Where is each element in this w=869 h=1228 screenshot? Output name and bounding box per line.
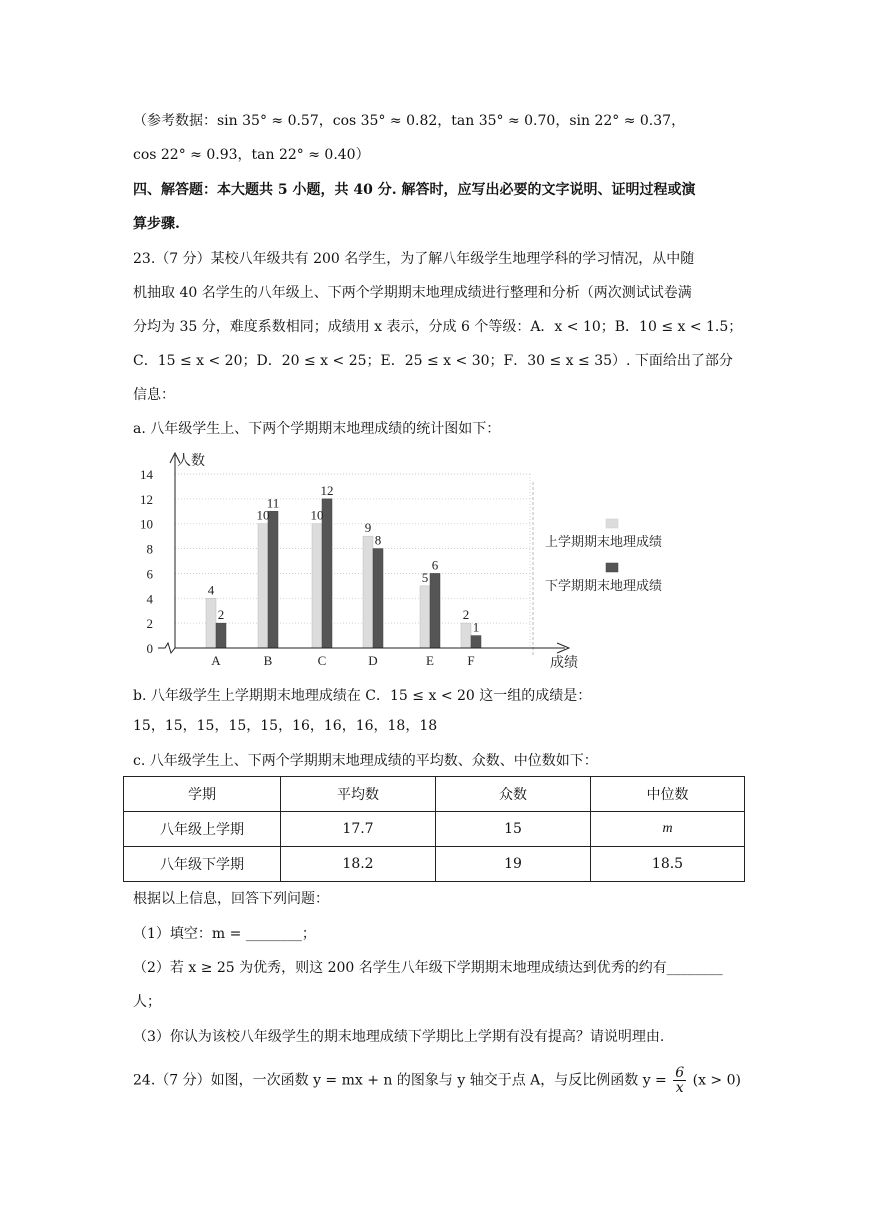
table-cell: 17.7 — [281, 812, 436, 847]
table-cell: 18.2 — [281, 847, 436, 882]
x-category-label: D — [368, 653, 378, 668]
bar-value-label: 5 — [421, 569, 429, 585]
bar — [363, 536, 373, 648]
bar — [461, 623, 471, 648]
q24-fraction-denominator: x — [675, 1080, 684, 1096]
bar — [216, 623, 226, 648]
q23-intro-line-5: 信息： — [133, 387, 175, 403]
bar-value-label: 9 — [364, 520, 372, 536]
x-axis-title: 成绩 — [550, 656, 578, 671]
table-cell: 八年级上学期 — [124, 812, 281, 847]
q23-intro-line-4: C．15 ≤ x < 20；D．20 ≤ x < 25；E．25 ≤ x < 30；F．30 ≤ x ≤ 35）. 下面给出了部分 — [133, 353, 733, 369]
q23-sub-3: （3）你认为该校八年级学生的期末地理成绩下学期比上学期有没有提高？请说明理由. — [133, 1029, 665, 1045]
bar-value-label: 1 — [472, 619, 480, 635]
q23-part-b: b. 八年级学生上学期期末地理成绩在 C．15 ≤ x < 20 这一组的成绩是： — [133, 688, 592, 704]
bar-value-label: 6 — [431, 557, 439, 573]
y-tick-label: 10 — [140, 516, 153, 532]
bar — [206, 598, 216, 648]
x-category-label: F — [467, 653, 475, 668]
q23-sub-2-line-1: （2）若 x ≥ 25 为优秀，则这 200 名学生八年级下学期期末地理成绩达到优秀的约有________ — [133, 960, 723, 976]
bar-value-label: 10 — [256, 507, 270, 523]
x-category-label: C — [317, 653, 327, 668]
q24-line — [133, 1066, 741, 1095]
y-tick-label: 6 — [146, 566, 153, 582]
y-tick-label: 4 — [146, 591, 153, 607]
reference-data-line-1: （参考数据：sin 35° ≈ 0.57，cos 35° ≈ 0.82，tan 35° ≈ 0.70，sin 22° ≈ 0.37， — [133, 113, 686, 129]
reference-data-line-2: cos 22° ≈ 0.93，tan 22° ≈ 0.40） — [133, 147, 370, 163]
q24-condition: (x > 0) — [692, 1072, 741, 1089]
bar — [373, 549, 383, 648]
q23-sub-2-line-2: 人； — [133, 994, 161, 1010]
table-row — [124, 812, 745, 847]
y-tick-label: 14 — [140, 467, 153, 482]
y-tick-label: 2 — [146, 616, 153, 632]
q24-fraction-numerator: 6 — [675, 1065, 685, 1081]
x-category-label: E — [426, 653, 434, 668]
q23-intro-line-3: 分均为 35 分，难度系数相同；成绩用 x 表示，分成 6 个等级：A．x < 10；B．10 ≤ x < 1.5； — [133, 319, 743, 335]
section-header-line-2: 算步骤. — [133, 216, 180, 232]
q23-part-a: a. 八年级学生上、下两个学期期末地理成绩的统计图如下： — [133, 421, 501, 437]
bar-value-label: 12 — [320, 482, 334, 498]
bar — [322, 499, 332, 648]
statistics-table — [123, 776, 745, 882]
table-header-cell: 众数 — [436, 777, 591, 812]
section-header-line-1: 四、解答题：本大题共 5 小题，共 40 分. 解答时，应写出必要的文字说明、证明过程或演 — [133, 182, 696, 198]
bar — [268, 511, 278, 648]
table-cell: 八年级下学期 — [124, 847, 281, 882]
q23-intro-line-1: 23.（7 分）某校八年级共有 200 名学生，为了解八年级学生地理学科的学习情况，从中随 — [133, 251, 695, 267]
y-axis-title: 人数 — [177, 454, 205, 469]
table-row — [124, 847, 745, 882]
bar — [420, 586, 430, 648]
q23-sub-1: （1）填空：m = ________； — [133, 926, 316, 942]
q24-text: 24.（7 分）如图，一次函数 y = mx + n 的图象与 y 轴交于点 A，与反比例函数 y = — [133, 1072, 667, 1089]
bar-value-label: 11 — [266, 495, 280, 511]
y-tick-label: 8 — [146, 541, 153, 557]
table-header-cell: 中位数 — [591, 777, 745, 812]
table-header-row — [124, 777, 745, 812]
y-tick-label: 0 — [146, 641, 153, 656]
q24-fraction — [673, 1066, 686, 1095]
bar-value-label: 2 — [217, 607, 225, 623]
bar — [430, 573, 440, 648]
table-cell: 15 — [436, 812, 591, 847]
bar — [471, 636, 481, 648]
x-category-label: B — [263, 653, 273, 668]
chart-labels — [140, 452, 578, 671]
q23-ask: 根据以上信息，回答下列问题： — [133, 891, 329, 907]
q23-part-c: c. 八年级学生上、下两个学期期末地理成绩的平均数、众数、中位数如下： — [133, 753, 598, 769]
legend-swatch — [606, 563, 618, 572]
bar — [312, 524, 322, 648]
bar — [258, 524, 268, 648]
legend-swatch — [606, 519, 618, 528]
chart-grid — [175, 474, 533, 657]
bar-value-label: 4 — [207, 582, 215, 598]
grade-bar-chart — [125, 447, 695, 675]
bar-value-label: 8 — [374, 532, 382, 548]
bar-value-label: 10 — [310, 507, 324, 523]
table-header-cell: 学期 — [124, 777, 281, 812]
table-cell: 19 — [436, 847, 591, 882]
table-header-cell: 平均数 — [281, 777, 436, 812]
q23-part-b-scores: 15，15，15，15，15，16，16，16，18，18 — [133, 718, 438, 734]
table-cell: 18.5 — [591, 847, 745, 882]
q23-intro-line-2: 机抽取 40 名学生的八年级上、下两个学期期末地理成绩进行整理和分析（两次测试试卷满 — [133, 285, 692, 301]
x-category-label: A — [211, 653, 221, 668]
chart-legend — [545, 519, 662, 593]
legend-label: 上学期期末地理成绩 — [545, 534, 663, 549]
legend-label: 下学期期末地理成绩 — [545, 578, 663, 593]
y-tick-label: 12 — [140, 491, 153, 507]
table-cell: m — [591, 812, 745, 847]
bar-value-label: 2 — [462, 607, 470, 623]
